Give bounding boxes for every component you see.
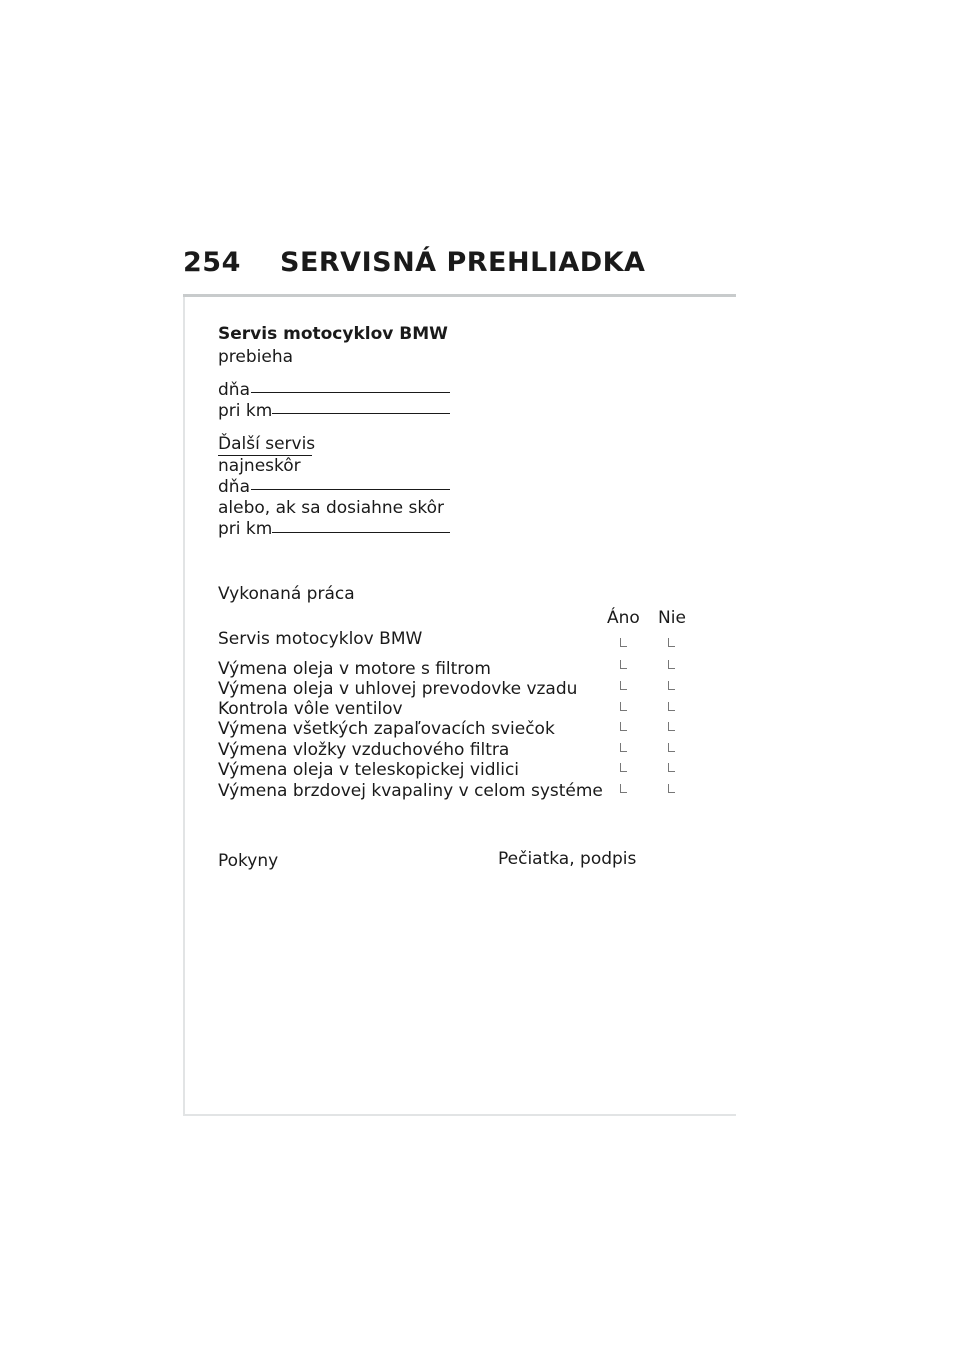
- page-number: 254: [183, 247, 241, 278]
- next-service-latest: najneskôr: [218, 456, 301, 476]
- work-item: Servis motocyklov BMW: [218, 629, 423, 649]
- service-km-label: pri km: [218, 401, 273, 421]
- checkbox-yes[interactable]: [620, 638, 627, 647]
- work-item: Výmena oleja v motore s filtrom: [218, 659, 491, 679]
- next-service-km-label: pri km: [218, 519, 273, 539]
- work-item: Výmena vložky vzduchového filtra: [218, 740, 510, 760]
- next-service-km-line[interactable]: [272, 532, 450, 533]
- checkbox-no[interactable]: [668, 702, 675, 711]
- checkbox-no[interactable]: [668, 743, 675, 752]
- service-date-line[interactable]: [251, 392, 450, 393]
- checkbox-no[interactable]: [668, 660, 675, 669]
- service-date-label: dňa: [218, 380, 250, 400]
- checkbox-yes[interactable]: [620, 681, 627, 690]
- work-item: Výmena oleja v teleskopickej vidlici: [218, 760, 520, 780]
- work-heading: Vykonaná práca: [218, 584, 355, 604]
- col-yes-header: Áno: [607, 608, 640, 628]
- checkbox-no[interactable]: [668, 722, 675, 731]
- checkbox-no[interactable]: [668, 763, 675, 772]
- page-title: SERVISNÁ PREHLIADKA: [280, 247, 646, 278]
- notes-label: Pokyny: [218, 851, 279, 871]
- page-header: [183, 244, 645, 282]
- next-service-heading: Ďalší servis: [218, 434, 316, 454]
- frame-bottom-rule: [183, 1114, 736, 1116]
- service-km-line[interactable]: [272, 413, 450, 414]
- service-heading: Servis motocyklov BMW: [218, 324, 448, 344]
- checkbox-yes[interactable]: [620, 722, 627, 731]
- work-item: Výmena brzdovej kvapaliny v celom systéme: [218, 781, 603, 801]
- next-service-date-label: dňa: [218, 477, 250, 497]
- checkbox-yes[interactable]: [620, 743, 627, 752]
- work-item: Kontrola vôle ventilov: [218, 699, 403, 719]
- next-service-or-text: alebo, ak sa dosiahne skôr: [218, 498, 445, 518]
- col-no-header: Nie: [658, 608, 686, 628]
- checkbox-yes[interactable]: [620, 784, 627, 793]
- checkbox-no[interactable]: [668, 784, 675, 793]
- service-status: prebieha: [218, 347, 294, 367]
- checkbox-no[interactable]: [668, 681, 675, 690]
- checkbox-yes[interactable]: [620, 763, 627, 772]
- work-item: Výmena oleja v uhlovej prevodovke vzadu: [218, 679, 578, 699]
- next-service-date-line[interactable]: [251, 489, 450, 490]
- checkbox-yes[interactable]: [620, 660, 627, 669]
- frame-top-rule: [183, 294, 736, 297]
- work-item: Výmena všetkých zapaľovacích sviečok: [218, 719, 555, 739]
- checkbox-yes[interactable]: [620, 702, 627, 711]
- stamp-label: Pečiatka, podpis: [498, 849, 637, 869]
- checkbox-no[interactable]: [668, 638, 675, 647]
- frame-left-rule: [183, 297, 185, 1116]
